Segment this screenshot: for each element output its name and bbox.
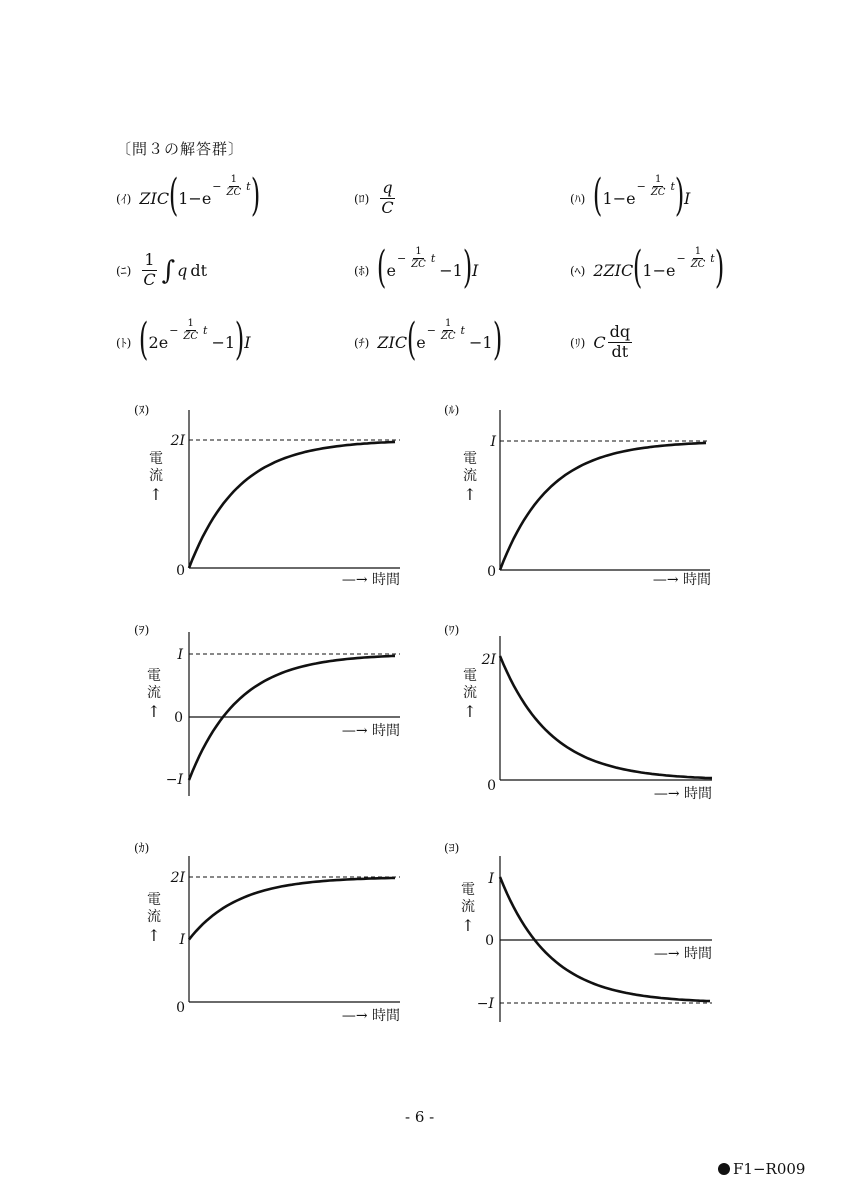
x-axis-label: —→ 時間 [341, 572, 400, 588]
option-he[interactable]: (ﾍ) 2ZIC ( 1 − e − $\frac{1}{ZC}$ t ) [570, 242, 725, 293]
up-arrow-icon: ↑ [461, 916, 475, 935]
exponent: − $\frac{1}{ZC}$ t [397, 246, 436, 270]
tick-top: I [488, 871, 494, 887]
tick-zero: 0 [485, 933, 494, 949]
x-axis-label: —→ 時間 [341, 1008, 400, 1024]
option-chi[interactable]: (ﾁ) ZIC ( e − $\frac{1}{ZC}$ t −1 ) [354, 314, 502, 365]
section-heading: 〔問３の解答群〕 [116, 140, 245, 158]
graph-label: (ｶ) [134, 841, 150, 855]
svg-text:流: 流 [149, 468, 163, 484]
page-number: - 6 - [405, 1108, 435, 1126]
tick-origin: 0 [487, 778, 496, 794]
option-ni[interactable]: (ﾆ) $\frac{1}{C}$ ∫ q dt [116, 250, 208, 289]
svg-text:電: 電 [463, 451, 477, 467]
integral-sign: ∫ [161, 256, 176, 286]
graph-label: (ﾇ) [134, 403, 150, 417]
current-curve [189, 442, 395, 568]
graph-label: (ﾙ) [444, 403, 460, 417]
formula-prefix: ZIC [377, 332, 408, 352]
footer-code: F1−R009 [718, 1160, 805, 1178]
tick-origin: 0 [176, 563, 185, 579]
option-label: (ﾁ) [354, 335, 370, 350]
graph-ru[interactable] [430, 398, 730, 598]
current-curve [189, 656, 395, 780]
option-ho[interactable]: (ﾎ) ( e − $\frac{1}{ZC}$ t −1 ) I [354, 242, 479, 293]
tick-origin: 0 [176, 1000, 185, 1016]
option-label: (ﾛ) [354, 191, 370, 206]
x-axis-label: —→ 時間 [653, 786, 712, 802]
option-to[interactable]: (ﾄ) ( 2e − $\frac{1}{ZC}$ t −1 ) I [116, 314, 251, 365]
svg-text:電: 電 [147, 668, 161, 684]
option-ha[interactable]: (ﾊ) ( 1 − e − $\frac{1}{ZC}$ t ) I [570, 170, 691, 221]
tick-top: 2I [170, 870, 185, 886]
formula-prefix: C [593, 332, 606, 352]
svg-text:電: 電 [149, 451, 163, 467]
option-label: (ﾊ) [570, 191, 586, 206]
graph-wa[interactable] [430, 618, 730, 818]
option-ri[interactable] [570, 312, 634, 372]
fraction: $\frac{dq}{dt}$ [609, 322, 631, 361]
formula-prefix: ZIC [139, 188, 170, 208]
up-arrow-icon: ↑ [147, 702, 161, 721]
svg-text:電: 電 [463, 668, 477, 684]
graph-label: (ｦ) [134, 623, 150, 637]
fraction: $\frac{1}{C}$ [143, 250, 156, 289]
x-axis-label: —→ 時間 [653, 946, 712, 962]
up-arrow-icon: ↑ [463, 702, 477, 721]
option-label: (ﾍ) [570, 263, 586, 278]
graph-nu[interactable] [120, 398, 420, 598]
exponent: − $\frac{1}{ZC}$ t [636, 174, 675, 198]
svg-text:電: 電 [461, 882, 475, 898]
formula-prefix: 2ZIC [593, 260, 634, 280]
tick-bottom: −I [165, 772, 183, 788]
current-curve [189, 878, 395, 940]
option-label: (ﾆ) [116, 263, 132, 278]
up-arrow-icon: ↑ [463, 485, 477, 504]
current-curve [500, 656, 712, 778]
current-curve [500, 443, 706, 570]
option-label: (ﾎ) [354, 263, 370, 278]
x-axis-label: —→ 時間 [652, 572, 711, 588]
option-label: (ｲ) [116, 191, 132, 206]
exponent: − $\frac{1}{ZC}$ t [676, 246, 715, 270]
bullet-dot-icon [718, 1163, 730, 1175]
svg-text:流: 流 [147, 909, 161, 925]
svg-text:流: 流 [461, 899, 475, 915]
tick-zero: 0 [174, 710, 183, 726]
exponent: − $\frac{1}{ZC}$ t [212, 174, 251, 198]
graph-label: (ﾖ) [444, 841, 460, 855]
x-axis-label: —→ 時間 [341, 723, 400, 739]
svg-text:電: 電 [147, 892, 161, 908]
exponent: − $\frac{1}{ZC}$ t [426, 318, 465, 342]
current-curve [500, 877, 710, 1001]
tick-start: I [179, 932, 185, 948]
graph-wo[interactable] [120, 618, 420, 818]
up-arrow-icon: ↑ [149, 485, 163, 504]
option-label: (ﾄ) [116, 335, 132, 350]
svg-text:流: 流 [147, 685, 161, 701]
up-arrow-icon: ↑ [147, 926, 161, 945]
graph-label: (ﾜ) [444, 623, 460, 637]
tick-top: 2I [170, 433, 185, 449]
option-ro[interactable] [354, 168, 398, 228]
tick-bottom: −I [476, 996, 494, 1012]
graph-ka[interactable] [120, 838, 420, 1038]
graph-yo[interactable] [430, 838, 730, 1038]
option-label: (ﾘ) [570, 335, 586, 350]
exponent: − $\frac{1}{ZC}$ t [169, 318, 208, 342]
tick-top: I [490, 434, 496, 450]
tick-top: 2I [481, 652, 496, 668]
tick-origin: 0 [487, 564, 496, 580]
tick-top: I [177, 647, 183, 663]
fraction: $\frac{q}{C}$ [381, 178, 394, 217]
svg-text:流: 流 [463, 685, 477, 701]
svg-text:流: 流 [463, 468, 477, 484]
option-i[interactable]: (ｲ) ZIC ( 1 − e − $\frac{1}{ZC}$ t ) [116, 170, 260, 221]
